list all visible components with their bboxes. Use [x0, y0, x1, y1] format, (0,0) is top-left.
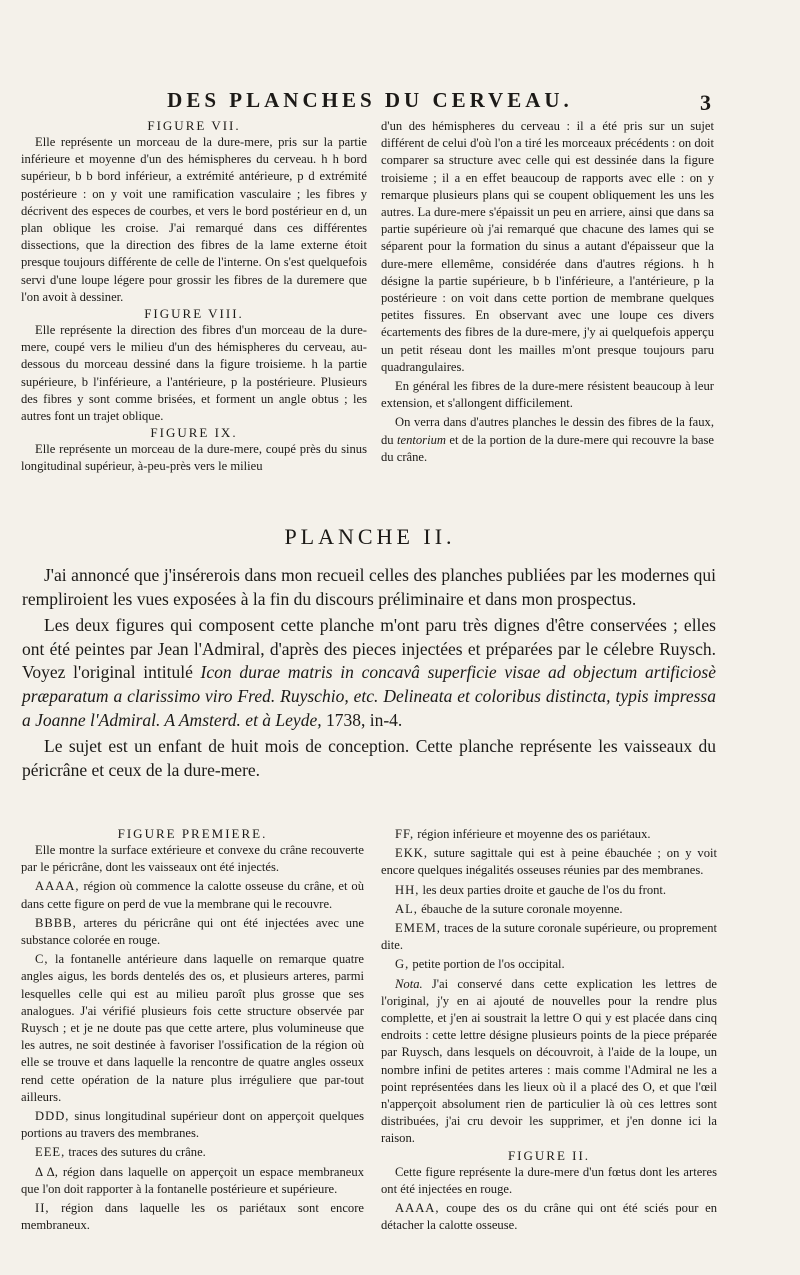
bottom-left-column — [21, 826, 364, 1234]
intro-paragraph-2: Les deux figures qui composent cette planche m'ont paru très dignes d'être conservées ; elles ont été peintes par Jean l'Admiral, d'après des pieces injectées et préparées par le célebre Ruysch. Voyez l'original intitulé Icon durae matris in concavâ superficie visae ad objectum artificiosè præparatum a clarissimo viro Fred. Ruyschio, etc. Delineata et coloribus distincta, typis impressa a Joanne l'Admiral. A Amsterd. et à Leyde, 1738, in-4. — [22, 615, 716, 730]
other-plates-text: On verra dans d'autres planches le dessin des fibres de la faux, du tentorium et de la portion de la dure-mere qui recouvre la base du crâne. — [381, 415, 714, 464]
figure-9-text: Elle représente un morceau de la dure-mere, coupé près du sinus longitudinal supérieur, à-peu-près vers le milieu — [21, 442, 367, 474]
figure-1-intro: Elle montre la surface extérieure et convexe du crâne recouverte par le péricrâne, dont les vaisseaux ont été injectés. — [21, 843, 364, 875]
legend-item: G, petite portion de l'os occipital. — [395, 957, 565, 972]
plate-intro — [22, 564, 716, 785]
figure-2-intro: Cette figure représente la dure-mere d'un fœtus dont les arteres ont été injectées en rouge. — [381, 1164, 717, 1196]
fibres-resistance-text: En général les fibres de la dure-mere résistent beaucoup à leur extension, et s'allongent difficilement. — [381, 379, 714, 411]
figure-7-text: Elle représente un morceau de la dure-mere, pris sur la partie inférieure et moyenne d'un des hémispheres du cerveau. h h bord supérieur, b b bord inférieur, a extrémité antérieure, p d extrémité postérieure : on y voit une ramification vasculaire ; les fibres y décrivent des especes de courbes, et vers le bord postérieur en d, un plan oblique les croise. J'ai remarqué dans ces différentes dissections, que la direction des fibres de la lame externe étoit presque toujours différente de celle de l'interne. On s'est quelquefois servi d'une loupe légere pour grossir les fibres de la duremere que l'on avoit à dessiner. — [21, 135, 367, 304]
figure-7-heading: FIGURE VII. — [147, 118, 241, 133]
legend-item: EEE, traces des sutures du crâne. — [35, 1145, 206, 1160]
legend-item: EMEM, traces de la suture coronale supérieure, ou proprement dite. — [381, 921, 717, 953]
legend-item: C, la fontanelle antérieure dans laquelle on remarque quatre angles aigus, les bords dentelés des os, et plusieurs arteres, parmi lesquelles celle qui est au milieu paroît plus grosse que ses analogues. J'ai vérifié plusieurs fois cette structure observée par Ruysch ; et je ne doute pas que cette artere, plus volumineuse que les autres, ne soit destinée à favoriser l'ossification de la région où elle se trouve et dans laquelle la rencontre de quatre angles osseux rend cette opération de la nature plus irréguliere que par-tout ailleurs. — [21, 952, 364, 1104]
figure-8-text: Elle représente la direction des fibres d'un morceau de la dure-mere, coupé vers le milieu d'un des hémispheres du cerveau, au-dessous du morceau dessiné dans la figure troisieme. h la partie supérieure, b l'inférieure, a l'antérieure, p la postérieure. Plusieurs des fibres y sont comme brisées, et forment un angle obtus ; les autres font un trajet oblique. — [21, 323, 367, 424]
legend-item: AL, ébauche de la suture coronale moyenne. — [395, 901, 623, 916]
legend-item: BBBB, arteres du péricrâne qui ont été injectées avec une substance colorée en rouge. — [21, 915, 364, 948]
legend-item: HH, les deux parties droite et gauche de l'os du front. — [395, 882, 667, 897]
page-number: 3 — [700, 90, 711, 115]
figure-9-heading: FIGURE IX. — [150, 425, 238, 441]
top-right-column — [381, 118, 714, 466]
legend-item: DDD, sinus longitudinal supérieur dont on apperçoit quelques portions au travers des membranes. — [21, 1109, 364, 1141]
legend-item: EKK, suture sagittale qui est à peine ébauchée ; on y voit encore quelques inégalités osseuses réunies par des membranes. — [381, 846, 717, 878]
bottom-right-column — [381, 826, 717, 1234]
legend-item: FF, région inférieure et moyenne des os pariétaux. — [395, 827, 651, 841]
figure-2-heading: FIGURE II. — [507, 1147, 591, 1163]
figure-9-continued: d'un des hémispheres du cerveau : il a été pris sur un sujet différent de celui d'où l'on a tiré les morceaux précédents : on doit comparer sa structure avec celle qui est dessinée dans la figure troisieme ; il a en effet beaucoup de rapports avec elle : on y remarque plusieurs plans qui se coupent obliquement les uns les autres. La dure-mere s'épaissit un peu en arriere, ainsi que dans sa partie supérieure où j'ai remarqué que chacune des lames qui se séparent pour la formation du sinus a autant d'épaisseur que la dure-mere ellemême, considérée dans d'autres régions. h h désigne la partie supérieure, b b l'inférieure, a l'antérieure, p la postérieure : on voit dans cette portion de membrane quelques petites fissures. En observant avec une loupe ces divers écartements des fibres de la dure-mere, j'y ai quelquefois apperçu un petit réseau dont les mailles m'ont presque toujours paru quadrangulaires. — [381, 119, 714, 374]
nota-paragraph: Nota. J'ai conservé dans cette explication les lettres de l'original, j'y en ai ajouté de nouvelles pour la rendre plus complette, et j'en ai soustrait la lettre O qui y est placée dans cinq endroits : cette lettre désigne plusieurs points de la piece préparée par Ruysch, dans lesquels on découvroit, à l'aide de la loupe, un nombre infini de petites arteres : mais comme l'Admiral ne les a point représentées dans les lieux où il a placé des O, et que l'œil n'apperçoit absolument rien de particulier là où ces lettres sont distribuées, j'ai cru devoir les supprimer, et j'en donne ici la raison. — [381, 976, 717, 1146]
running-title: DES PLANCHES DU CERVEAU. — [167, 88, 573, 112]
legend-item: Δ Δ, région dans laquelle on apperçoit un espace membraneux que l'on doit rapporter à la fontanelle postérieure et supérieure. — [21, 1164, 364, 1196]
legend-item: AAAA, coupe des os du crâne qui ont été sciés pour en détacher la calotte osseuse. — [381, 1201, 717, 1233]
intro-paragraph-3: Le sujet est un enfant de huit mois de conception. Cette planche représente les vaisseaux du péricrâne et ceux de la dure-mere. — [22, 736, 716, 780]
figure-1-heading: FIGURE PREMIERE. — [117, 826, 268, 841]
legend-item: II, région dans laquelle les os pariétaux sont encore membraneux. — [21, 1201, 364, 1233]
legend-item: AAAA, région où commence la calotte osseuse du crâne, et où dans cette figure on perd de vue la membrane qui le recouvre. — [21, 879, 364, 911]
top-left-column — [21, 118, 367, 476]
plate-title: PLANCHE II. — [284, 524, 456, 549]
intro-paragraph-1: J'ai annoncé que j'insérerois dans mon recueil celles des planches publiées par les modernes qui rempliroient les vues exposées à la fin du discours préliminaire et dans mon prospectus. — [22, 565, 716, 609]
figure-8-heading: FIGURE VIII. — [144, 306, 244, 322]
